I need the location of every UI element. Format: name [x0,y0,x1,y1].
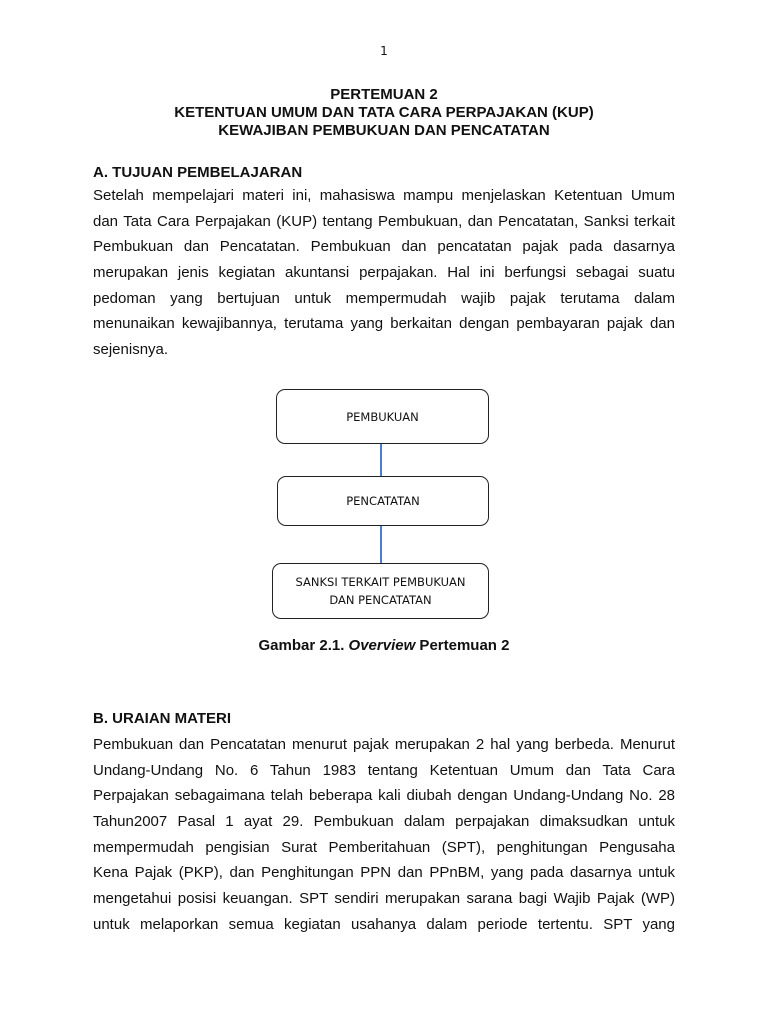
diagram-box-pencatatan [277,476,489,526]
paragraph-line: menunaikan kewajibannya, terutama yang berkaitan dengan pembayaran pajak dan [93,315,675,333]
paragraph-line: Perpajakan sebagaimana telah beberapa kali diubah dengan Undang-Undang No. 28 [93,787,675,805]
diagram-box-label: PEMBUKUAN [346,409,419,424]
caption-suffix: Pertemuan 2 [415,637,510,654]
section-b-heading: B. URAIAN MATERI [93,710,232,727]
figure-caption [0,637,768,654]
paragraph-line: Kena Pajak (PKP), dan Penghitungan PPN dan PPnBM, yang pada dasarnya untuk [93,864,675,882]
diagram-box-pembukuan [276,389,489,444]
paragraph-line: dan Tata Cara Perpajakan (KUP) tentang Pembukuan, dan Pencatatan, Sanksi terkait [93,212,675,230]
diagram-box-sanksi [272,563,489,619]
diagram-connector [380,444,382,476]
paragraph-line: merupakan jenis kegiatan akuntansi perpajakan. Hal ini berfungsi sebagai suatu [93,264,675,282]
title-line-1: PERTEMUAN 2 [330,86,438,103]
diagram-connector [380,526,382,563]
title-line-2: KETENTUAN UMUM DAN TATA CARA PERPAJAKAN (KUP) [174,104,594,121]
document-title [0,86,768,140]
paragraph-line: Setelah mempelajari materi ini, mahasiswa mampu menjelaskan Ketentuan Umum [93,187,675,204]
paragraph-line: Pembukuan dan Pencatatan menurut pajak merupakan 2 hal yang berbeda. Menurut [93,736,675,753]
diagram-box-label: SANKSI TERKAIT PEMBUKUAN [295,575,466,589]
paragraph-line: Undang-Undang No. 6 Tahun 1983 tentang Ketentuan Umum dan Tata Cara [93,761,675,779]
page-number: 1 [380,44,388,58]
section-a-heading: A. TUJUAN PEMBELAJARAN [93,164,303,181]
paragraph-line: pedoman yang bertujuan untuk mempermudah wajib pajak terutama dalam [93,289,675,307]
paragraph-line: mengetahui posisi keuangan. SPT sendiri merupakan sarana bagi Wajib Pajak (WP) [93,890,675,908]
diagram-box-label: PENCATATAN [346,494,420,508]
section-a-paragraph [93,183,675,363]
paragraph-line: sejenisnya. [93,341,169,359]
section-b-paragraph [93,732,675,938]
title-line-3: KEWAJIBAN PEMBUKUAN DAN PENCATATAN [218,122,550,139]
paragraph-line: untuk melaporkan semua kegiatan usahanya dalam periode tertentu. SPT yang [93,915,675,933]
paragraph-line: mempermudah pengisian Surat Pemberitahuan (SPT), penghitungan Pengusaha [93,838,675,856]
diagram-box-label: DAN PENCATATAN [329,593,432,607]
paragraph-line: Pembukuan dan Pencatatan. Pembukuan dan pencatatan pajak pada dasarnya [93,238,675,256]
paragraph-line: Tahun2007 Pasal 1 ayat 29. Pembukuan dalam perpajakan dimaksudkan untuk [93,813,675,831]
caption-prefix: Gambar 2.1. [258,637,349,654]
caption-italic: Overview [348,637,416,654]
